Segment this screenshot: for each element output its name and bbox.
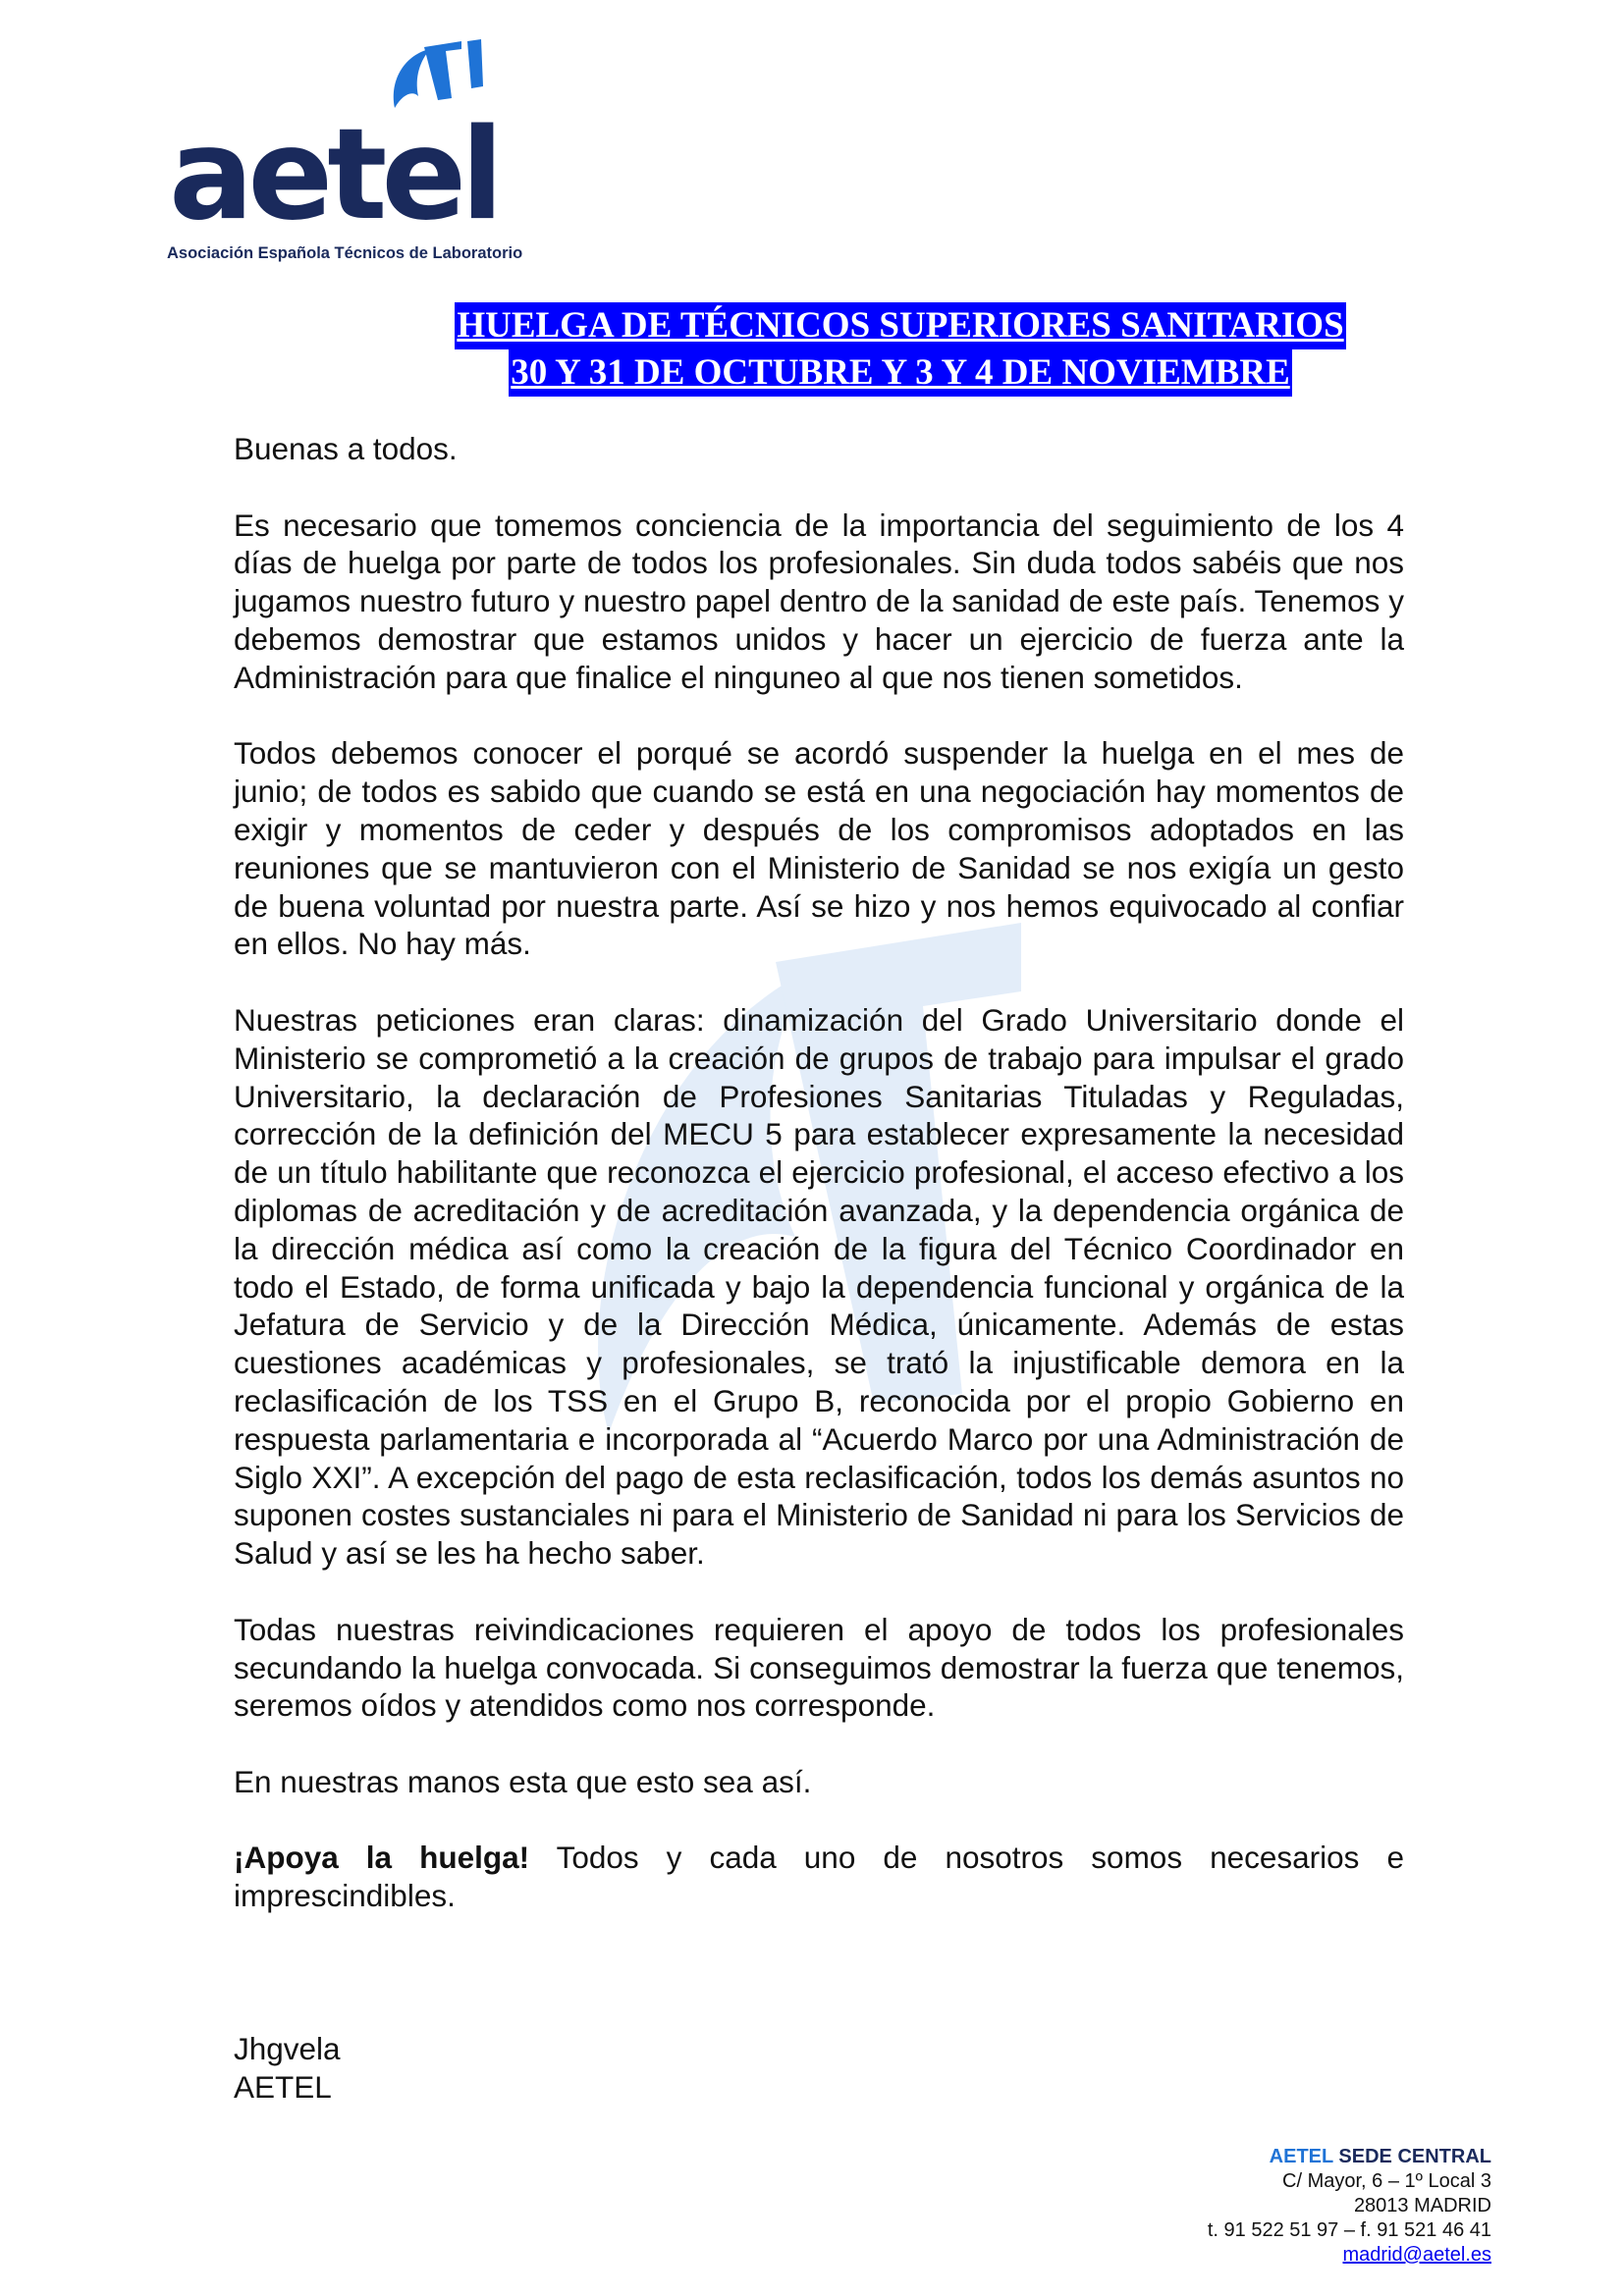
footer-email-link[interactable]: madrid@aetel.es	[1342, 2244, 1491, 2266]
call-to-action: ¡Apoya la huelga!	[234, 1840, 530, 1876]
aetel-logo-graphic	[167, 39, 530, 240]
logo-mark-icon	[394, 39, 483, 108]
greeting: Buenas a todos.	[234, 431, 458, 466]
paragraph-1: Es necesario que tomemos conciencia de la importancia del seguimiento de los 4 días de huelga por parte de todos los profesionales. Sin duda todos sabéis que nos jugamos nuestro futuro y nuestro papel dentro de la sanidad de este país. Tenemos y debemos demostrar que estamos unidos y hacer un ejercicio de fuerza ante la Administración para que finalice el ninguneo al que nos tienen sometidos.	[234, 507, 1404, 695]
title-block	[0, 302, 1624, 397]
logo-wordmark: aetel	[169, 102, 499, 240]
footer-city: 28013 MADRID	[1353, 2195, 1491, 2216]
signature	[234, 2030, 341, 2107]
paragraph-2: Todos debemos conocer el porqué se acordó suspender la huelga en el mes de junio; de todos es sabido que cuando se está en una negociación hay momentos de exigir y momentos de ceder y después de los compromisos adoptados en las reuniones que se mantuvieron con el Ministerio de Sanidad se nos exigía un gesto de buena voluntad por nuestra parte. Así se hizo y nos hemos equivocado al confiar en ellos. No hay más.	[234, 735, 1404, 962]
aetel-logo	[167, 39, 530, 275]
paragraph-4: Todas nuestras reivindicaciones requieren el apoyo de todos los profesionales secundando la huelga convocada. Si conseguimos demostrar la fuerza que tenemos, seremos oídos y atendidos como nos corresponde.	[234, 1611, 1404, 1724]
logo-subtitle: Asociación Española Técnicos de Laboratorio	[167, 244, 523, 262]
footer-street: C/ Mayor, 6 – 1º Local 3	[1282, 2170, 1491, 2192]
signature-name: Jhgvela	[234, 2031, 341, 2066]
footer-hq	[1208, 2145, 1491, 2169]
footer-phones: t. 91 522 51 97 – f. 91 521 46 41	[1207, 2219, 1491, 2241]
title-line-2: 30 Y 31 DE OCTUBRE Y 3 Y 4 DE NOVIEMBRE	[509, 349, 1292, 397]
paragraph-5: En nuestras manos esta que esto sea así.	[234, 1763, 812, 1799]
paragraph-3: Nuestras peticiones eran claras: dinamización del Grado Universitario donde el Ministerio se comprometió a la creación de grupos de trabajo para impulsar el grado Universitario, la declaración de Profesiones Sanitarias Tituladas y Reguladas, corrección de la definición del MECU 5 para establecer expresamente la necesidad de un título habilitante que reconozca el ejercicio profesional, el acceso efectivo a los diplomas de acreditación y de acreditación avanzada, y la dependencia orgánica de la dirección médica así como la creación de la figura del Técnico Coordinador en todo el Estado, de forma unificada y bajo la dependencia funcional y orgánica de la Jefatura de Servicio y de la Dirección Médica, únicamente. Además de estas cuestiones académicas y profesionales, se trató la injustificable demora en la reclasificación de los TSS en el Grupo B, reconocida por el propio Gobierno en respuesta parlamentaria e incorporada al “Acuerdo Marco por una Administración de Siglo XXI”. A excepción del pago de esta reclasificación, todos los demás asuntos no suponen costes sustanciales ni para el Ministerio de Sanidad ni para los Servicios de Salud y así se les ha hecho saber.	[234, 1001, 1404, 1572]
signature-org: AETEL	[234, 2068, 332, 2105]
paragraph-6	[234, 1839, 1404, 1915]
paragraph-6-text: Todos y cada uno de nosotros somos necesarios e imprescindibles.	[234, 1840, 1404, 1914]
footer-hq-label: SEDE CENTRAL	[1332, 2146, 1491, 2167]
title-line-1: HUELGA DE TÉCNICOS SUPERIORES SANITARIOS	[455, 302, 1345, 349]
footer-address	[1208, 2145, 1491, 2268]
footer-brand: AETEL	[1269, 2146, 1333, 2167]
letter-body	[234, 430, 1404, 1953]
